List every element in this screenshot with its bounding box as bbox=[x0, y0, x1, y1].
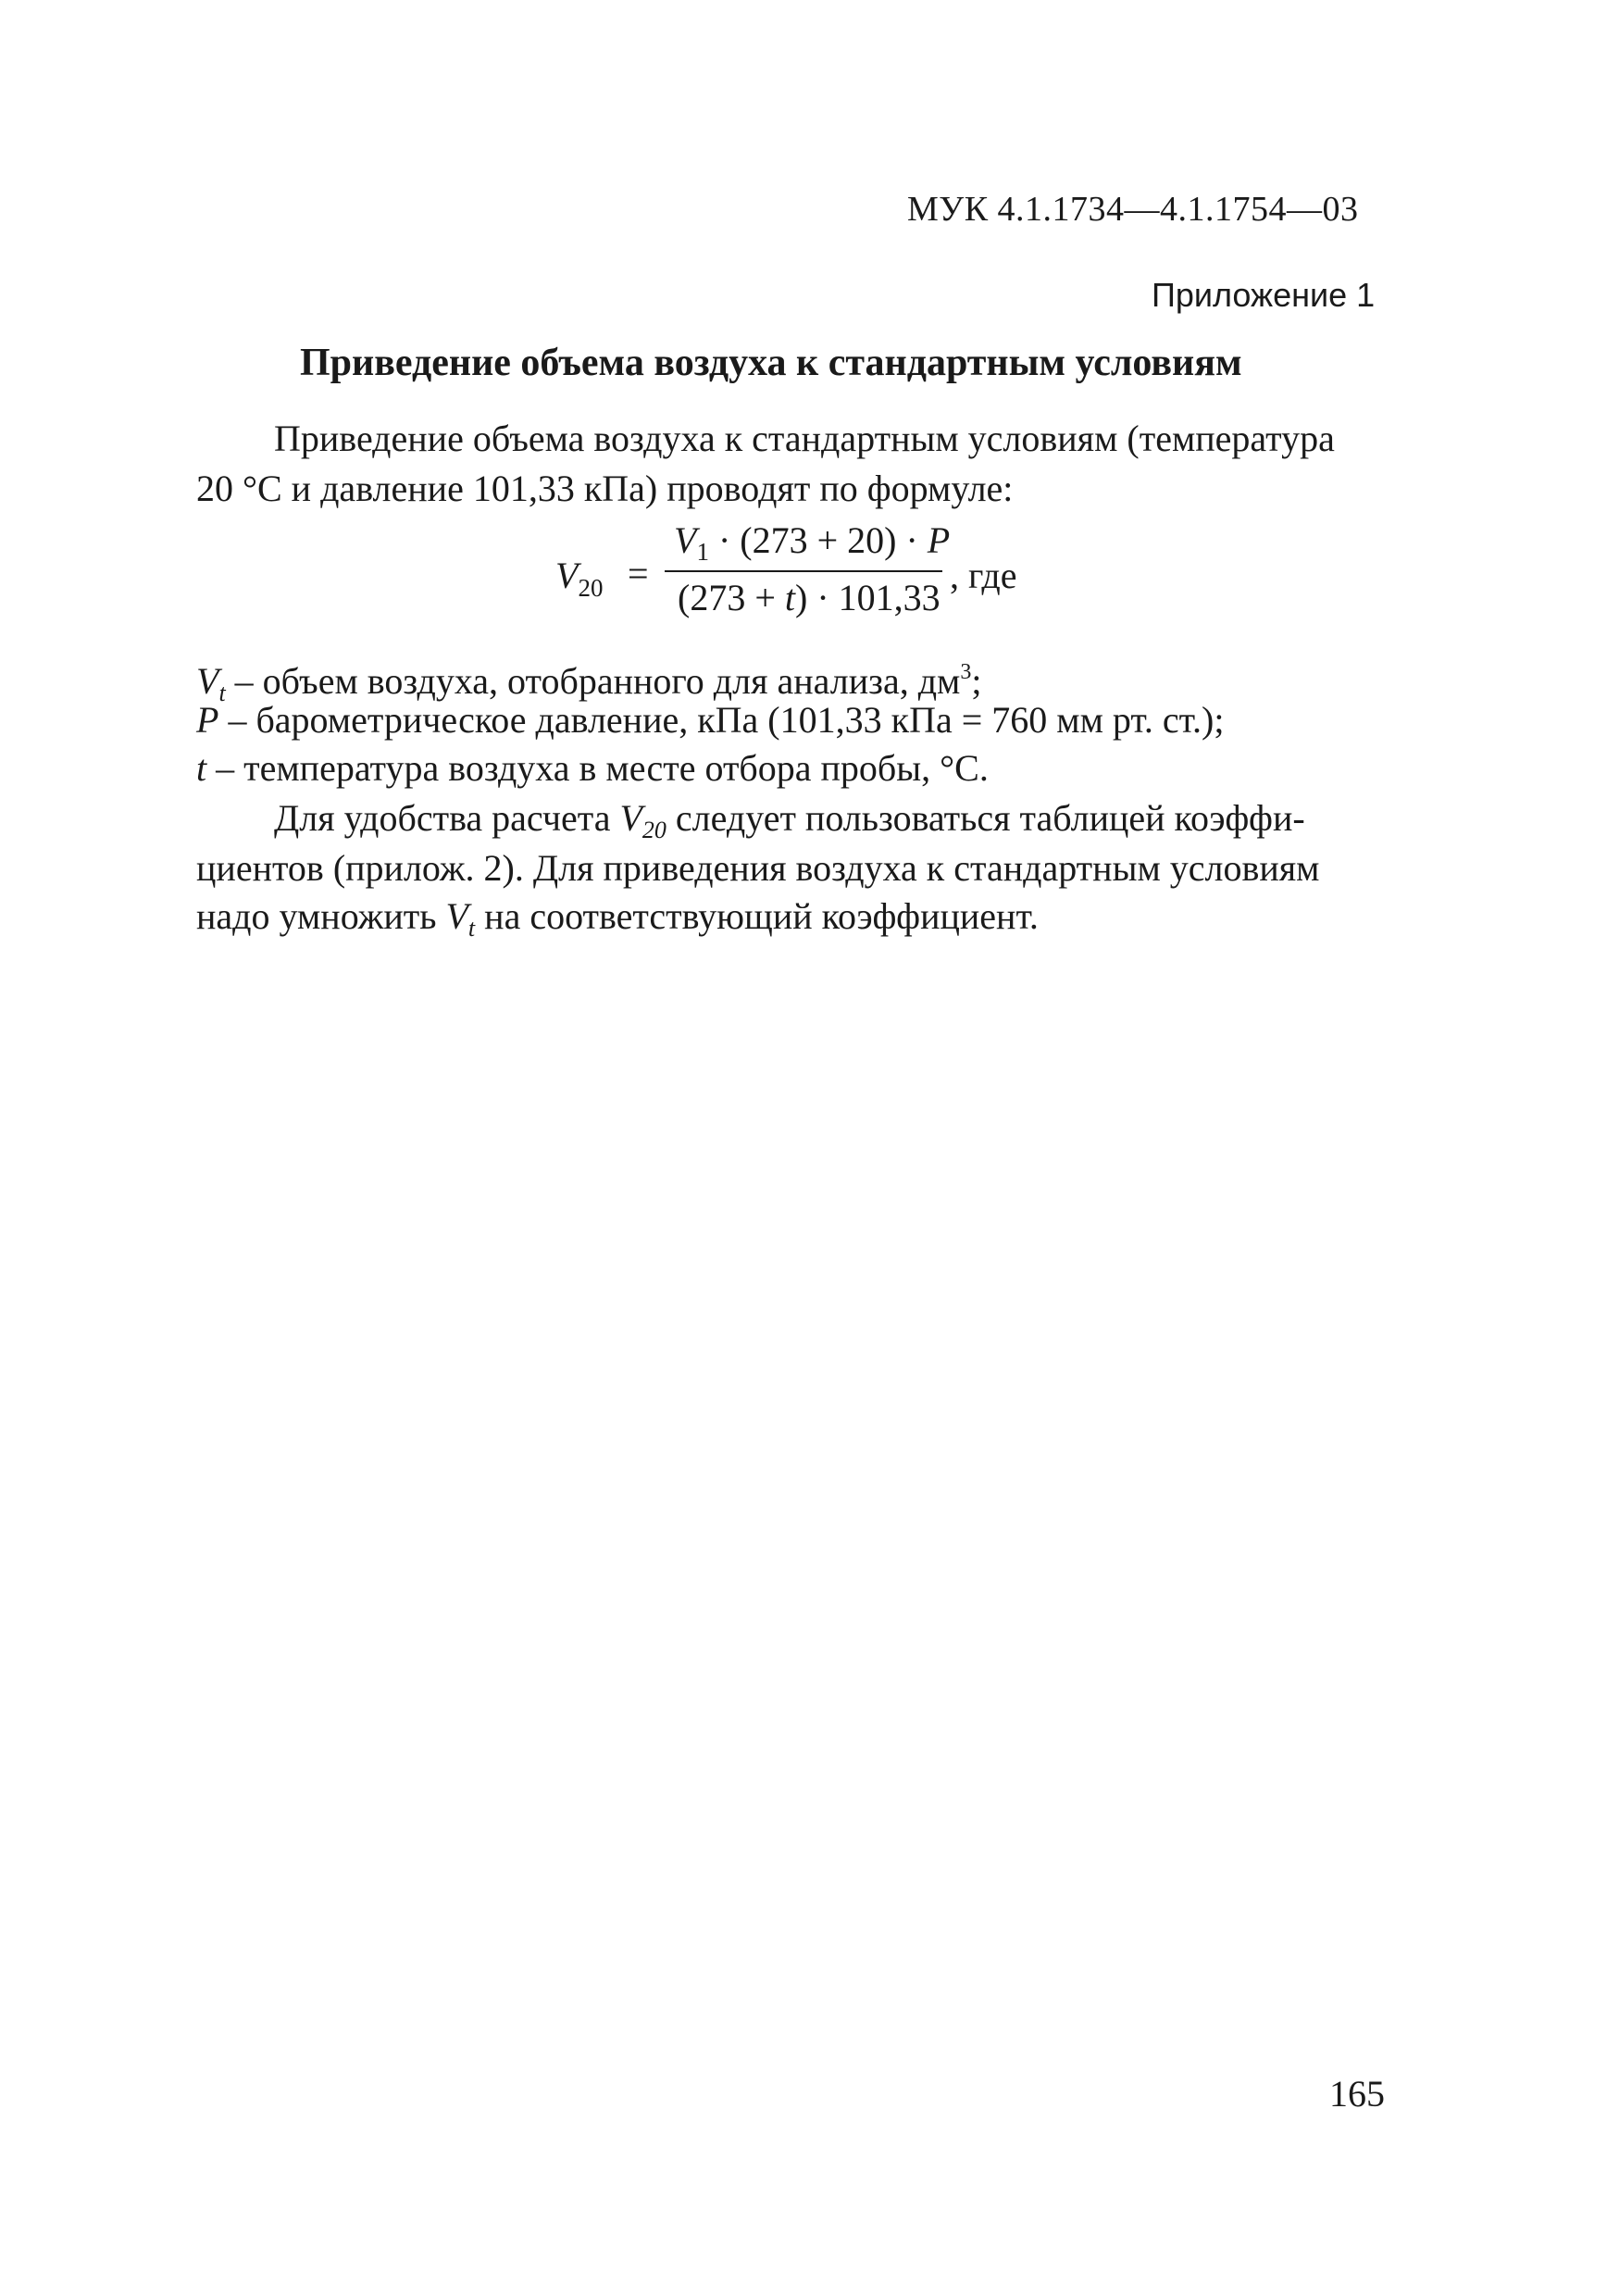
page-title: Приведение объема воздуха к стандартным условиям bbox=[300, 342, 1242, 384]
formula-numerator: $V_1 \cdot (273 + 20) \cdot P$ bbox=[674, 519, 951, 566]
formula bbox=[555, 518, 1129, 639]
intro-line-1: Приведение объема воздуха к стандартным условиям (температура bbox=[274, 418, 1335, 459]
intro-line-2: 20 °С и давление 101,33 кПа) проводят по формуле: bbox=[196, 468, 1014, 509]
appendix-label: Приложение 1 bbox=[1152, 276, 1376, 314]
note-line-2: циентов (прилож. 2). Для приведения воздуха к стандартным условиям bbox=[196, 847, 1320, 889]
definition-t: t – температура воздуха в месте отбора пробы, °С. bbox=[196, 747, 989, 789]
note-line-3: надо умножить $V_t$ на соответствующий коэффициент. bbox=[196, 895, 1039, 942]
formula-denominator: (273 + t) · 101,33 bbox=[678, 577, 941, 618]
document-code: МУК 4.1.1734—4.1.1754—03 bbox=[907, 190, 1359, 229]
fraction-bar bbox=[665, 570, 942, 572]
definition-p: P – барометрическое давление, кПа (101,33 кПа = 760 мм рт. ст.); bbox=[196, 699, 1225, 741]
definition-vt: $V_t$ – объем воздуха, отобранного для анализа, $дм^3$; bbox=[196, 660, 982, 706]
page-number: 165 bbox=[1329, 2073, 1385, 2115]
formula-lhs: $V_{20}$ bbox=[555, 555, 604, 602]
note-line-1: Для удобства расчета $V_{20}$ следует пользоваться таблицей коэффи- bbox=[274, 797, 1305, 843]
formula-suffix: , где bbox=[950, 555, 1017, 596]
formula-equals: = bbox=[628, 553, 649, 594]
